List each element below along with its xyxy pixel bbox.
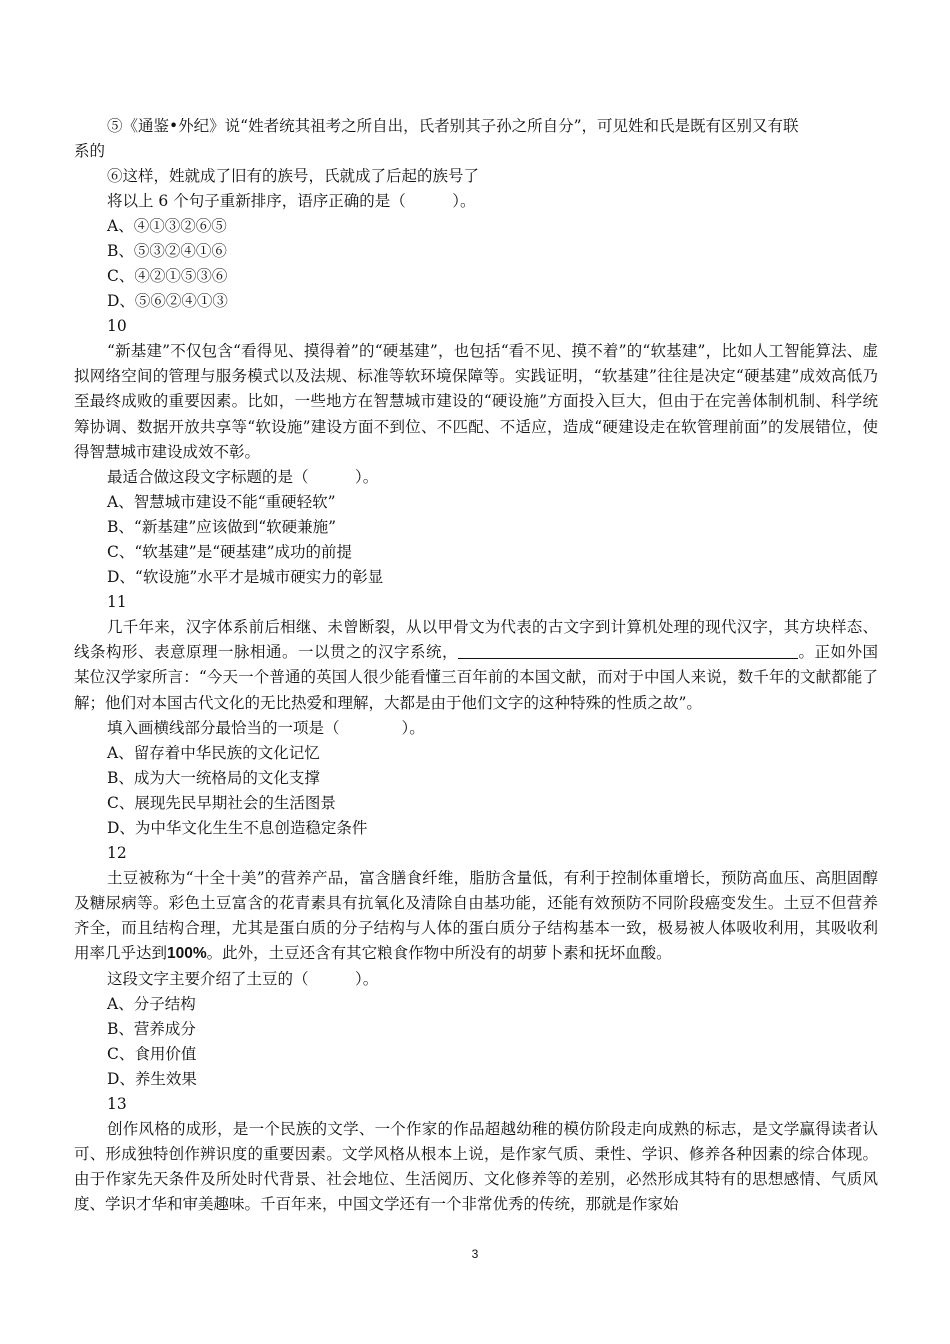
q10-number: 10	[107, 317, 127, 335]
q11-option-a: A、留存着中华民族的文化记忆	[107, 743, 320, 762]
q11-passage-after: 。正如外国某位汉学家所言：“今天一个普通的英国人很少能看懂三百年前的本国文献，而对于中国人来说，数千年的文献都能了解；他们对本国古代文化的无比热爱和理解，大都是由于他们文字的这种特殊的性质之故”。	[74, 643, 878, 712]
fill-in-blank-line	[458, 642, 798, 659]
q13-number: 13	[107, 1094, 127, 1113]
q9-prompt: 将以上 6 个句子重新排序，语序正确的是（ ）。	[107, 192, 476, 210]
q12-option-b: B、营养成分	[107, 1019, 196, 1038]
q9-sentence-5-cont: 系的	[74, 142, 106, 160]
q12-option-d: D、养生效果	[107, 1069, 197, 1088]
q10-option-a: A、智慧城市建设不能“重硬轻软”	[107, 493, 336, 512]
q9-sentence-5: ⑤《通鉴•外纪》说“姓者统其祖考之所自出，氏者别其子孙之所自分”，可见姓和氏是既有区别又有联	[107, 117, 799, 135]
q9-option-b: B、⑤③②④①⑥	[107, 242, 227, 260]
q11-option-b: B、成为大一统格局的文化支撑	[107, 768, 320, 787]
q11-prompt: 填入画横线部分最恰当的一项是（ ）。	[107, 718, 425, 737]
q13-passage: 创作风格的成形，是一个民族的文学、一个作家的作品超越幼稚的模仿阶段走向成熟的标志，是文学赢得读者认可、形成独特创作辨识度的重要因素。文学风格从根本上说，是作家气质、秉性、学识、修养各种因素的综合体现。由于作家先天条件及所处时代背景、社会地位、生活阅历、文化修养等的差别，必然形成其特有的思想感情、气质风度、学识才华和审美趣味。千百年来，中国文学还有一个非常优秀的传统，那就是作家始	[74, 1119, 878, 1214]
q9-option-c: C、④②①⑤③⑥	[107, 267, 228, 285]
q12-passage-before: 土豆被称为“十全十美”的营养产品，富含膳食纤维，脂肪含量低，有利于控制体重增长，预防高血压、高胆固醇及糖尿病等。彩色土豆富含的花青素具有抗氧化及清除自由基功能，还能有效预防不同阶段癌变发生。土豆不但营养齐全，而且结构合理，尤其是蛋白质的分子结构与人体的蛋白质分子结构基本一致，极易被人体吸收利用，其吸收利用率几乎达到	[74, 868, 878, 963]
document-page	[74, 114, 878, 1217]
q12-passage-after: 。此外，土豆还含有其它粮食作物中所没有的胡萝卜素和抚坏血酸。	[206, 944, 672, 963]
q10-option-c: C、“软基建”是“硬基建”成功的前提	[107, 543, 353, 562]
q12-prompt: 这段文字主要介绍了土豆的（ ）。	[107, 969, 379, 988]
q11-option-d: D、为中华文化生生不息创造稳定条件	[107, 818, 368, 837]
q10-passage: “新基建”不仅包含“看得见、摸得着”的“硬基建”，也包括“看不见、摸不着”的“软基建”，比如人工智能算法、虚拟网络空间的管理与服务模式以及法规、标准等软环境保障等。实践证明，“软基建”往往是决定“硬基建”成效高低乃至最终成败的重要因素。比如，一些地方在智慧城市建设的“硬设施”方面投入巨大，但由于在完善体制机制、科学统筹协调、数据开放共享等“软设施”建设方面不到位、不匹配、不适应，造成“硬建设走在软管理前面”的发展错位，使得智慧城市建设成效不彰。	[74, 342, 878, 461]
q12-option-a: A、分子结构	[107, 994, 196, 1013]
q9-option-d: D、⑤⑥②④①③	[107, 292, 228, 310]
q12-passage	[74, 866, 878, 967]
q11-passage	[74, 615, 878, 716]
q12-option-c: C、食用价值	[107, 1044, 197, 1063]
q10-option-d: D、“软设施”水平才是城市硬实力的彰显	[107, 568, 384, 587]
q10-prompt: 最适合做这段文字标题的是（ ）。	[107, 468, 379, 487]
q9-sentence-6: ⑥这样，姓就成了旧有的族号，氏就成了后起的族号了	[107, 167, 480, 185]
q11-option-c: C、展现先民早期社会的生活图景	[107, 793, 336, 812]
q10-option-b: B、“新基建”应该做到“软硬兼施”	[107, 518, 337, 537]
q12-percentage: 100%	[167, 945, 207, 963]
q12-number: 12	[107, 843, 127, 862]
q11-number: 11	[107, 593, 127, 612]
q11-passage-before: 几千年来，汉字体系前后相继、未曾断裂，从以甲骨文为代表的古文字到计算机处理的现代汉字，其方块样态、线条构形、表意原理一脉相通。一以贯之的汉字系统，	[74, 618, 878, 662]
page-number: 3	[471, 1247, 479, 1261]
q9-option-a: A、④①③②⑥⑤	[107, 217, 227, 235]
